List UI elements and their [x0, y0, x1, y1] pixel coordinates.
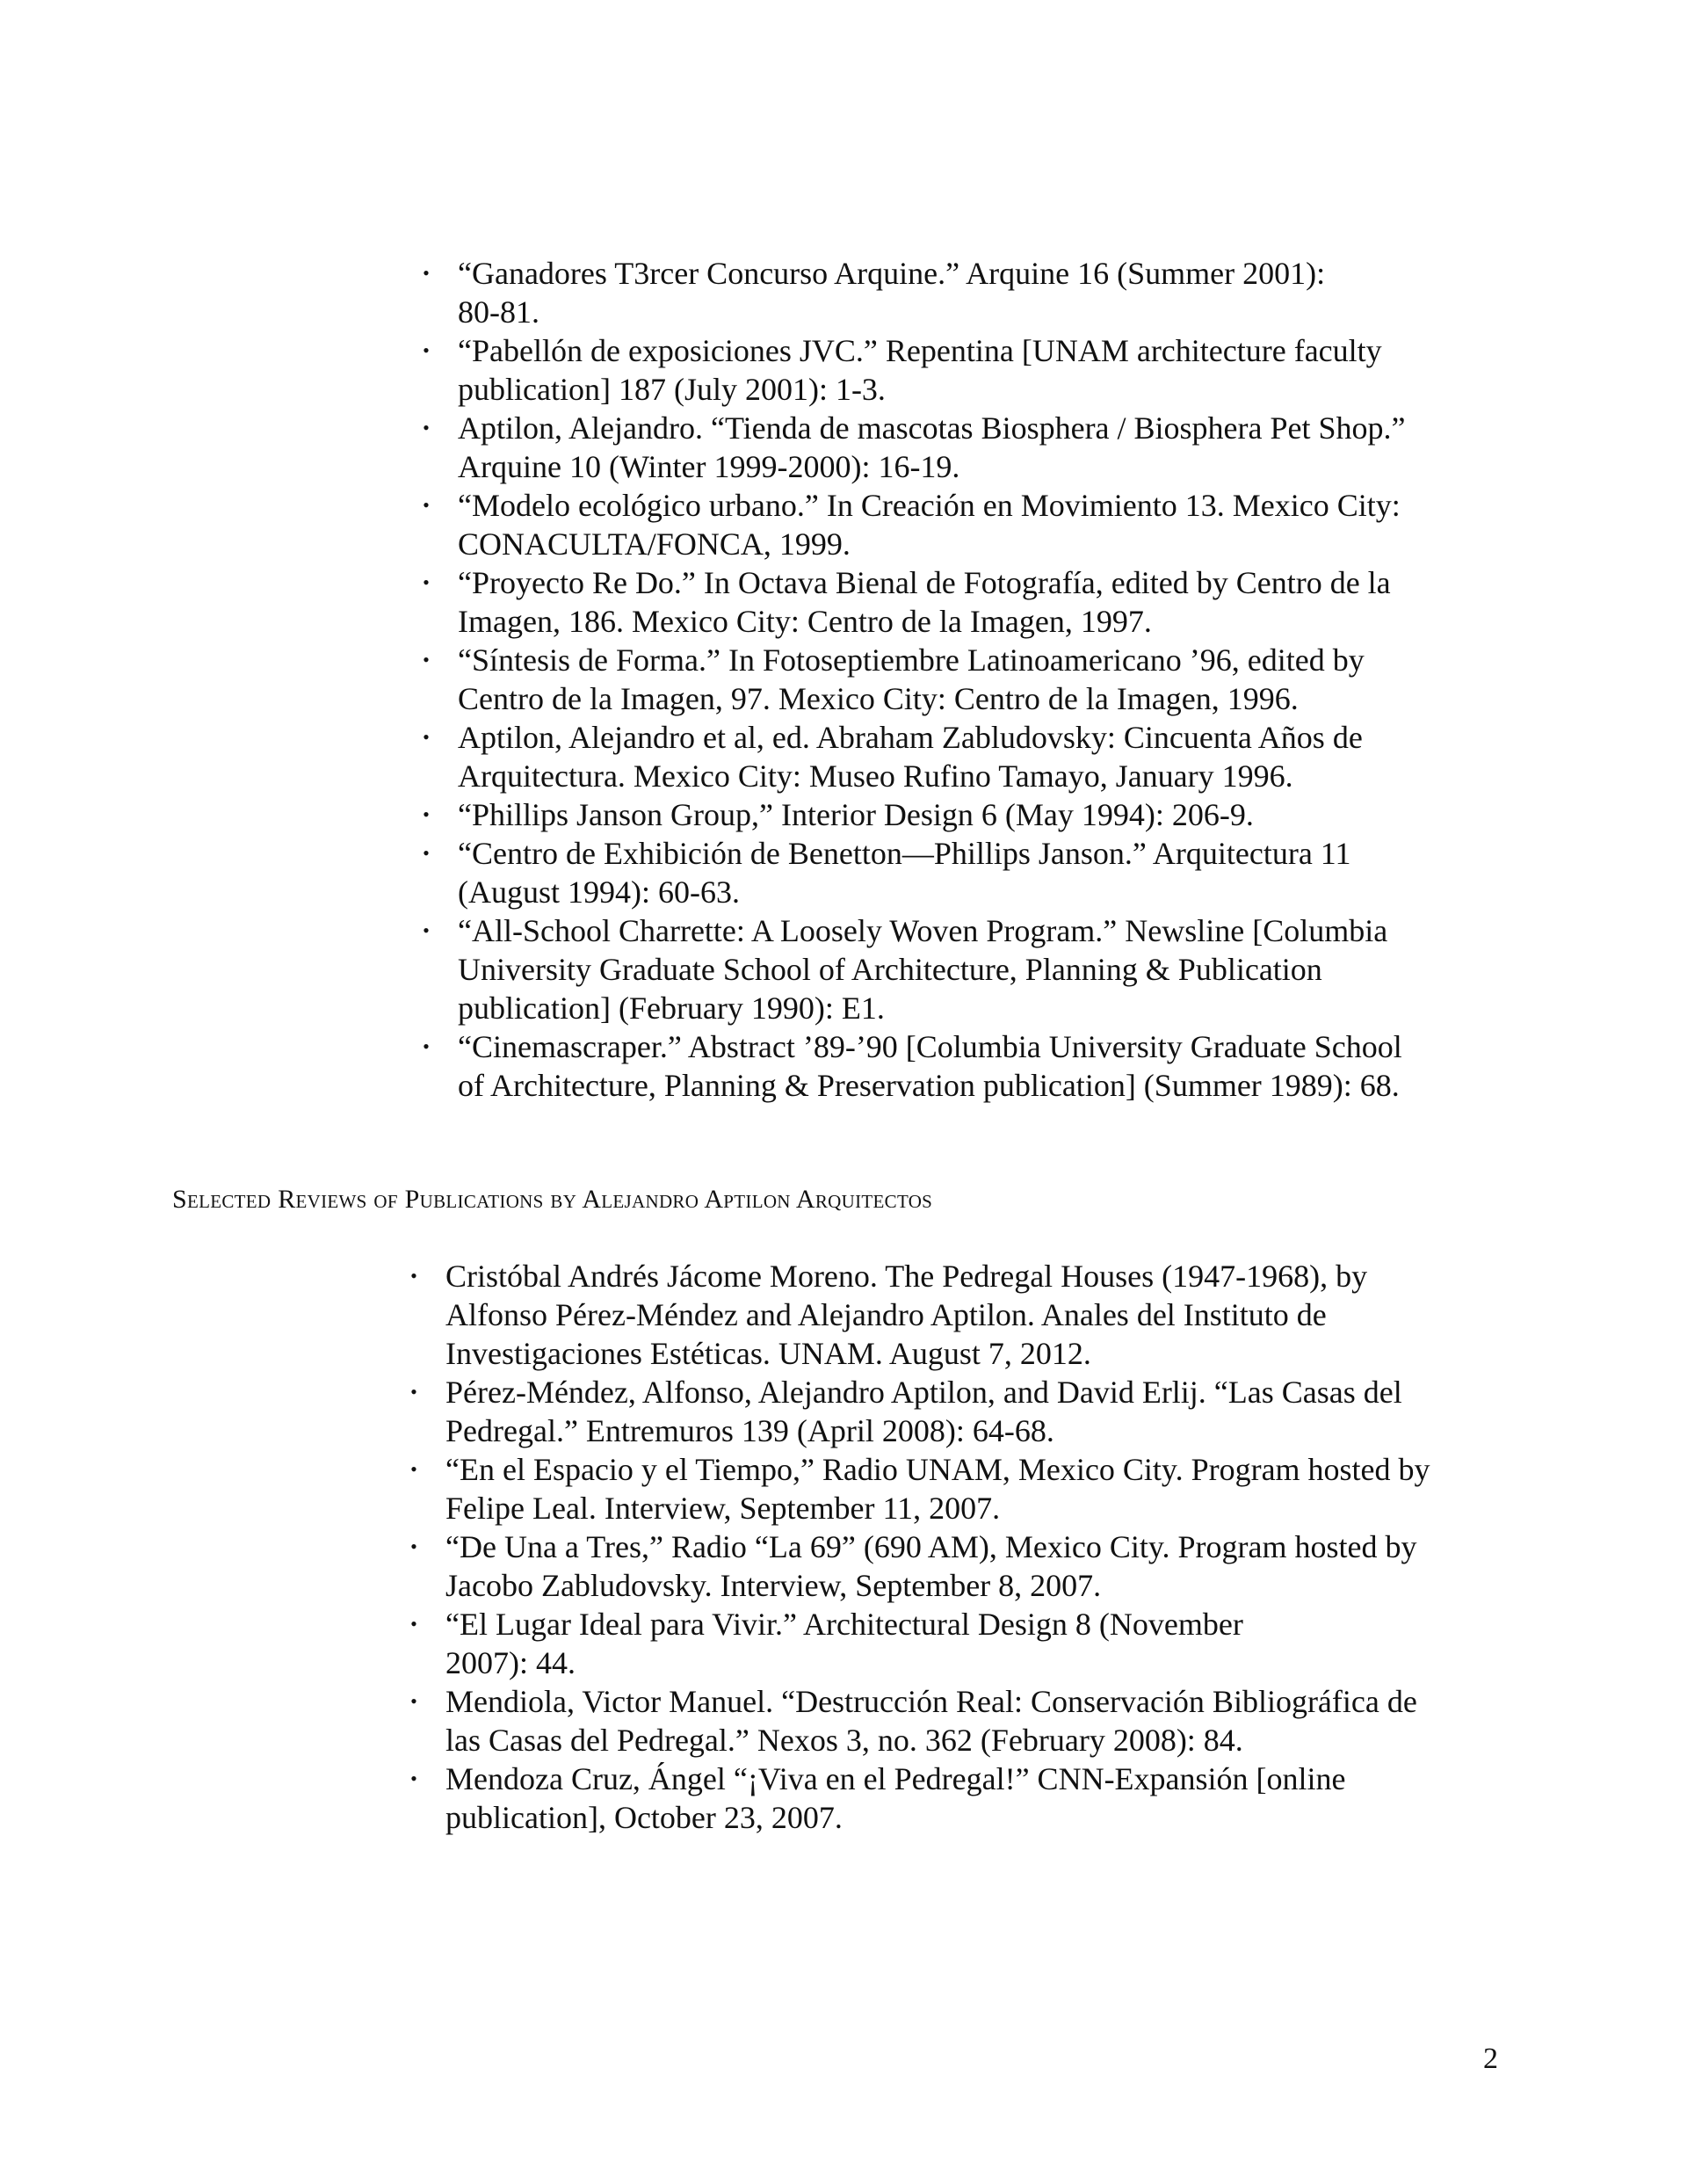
list-item: [423, 486, 1539, 563]
list-item: [410, 1605, 1535, 1682]
entry-line: “Modelo ecológico urbano.” In Creación en Movimiento 13. Mexico City:: [458, 488, 1401, 523]
entry-line: “Ganadores T3rcer Concurso Arquine.” Arquine 16 (Summer 2001):: [458, 256, 1326, 291]
list-item: [423, 834, 1539, 911]
bullet-icon: •: [410, 1265, 417, 1287]
bullet-icon: •: [423, 417, 430, 439]
entry-line: Pedregal.” Entremuros 139 (April 2008): 64-68.: [445, 1413, 1054, 1448]
entry-line: of Architecture, Planning & Preservation publication] (Summer 1989): 68.: [458, 1068, 1400, 1103]
entry-line: 80-81.: [458, 294, 539, 330]
entry-line: (August 1994): 60-63.: [458, 874, 740, 910]
entry-line: Mendiola, Victor Manuel. “Destrucción Real: Conservación Bibliográfica de: [445, 1684, 1417, 1719]
list-item: [423, 641, 1539, 718]
bullet-icon: •: [410, 1613, 417, 1635]
page-number: 2: [1483, 2043, 1498, 2075]
bullet-icon: •: [423, 649, 430, 671]
entry-line: “En el Espacio y el Tiempo,” Radio UNAM, Mexico City. Program hosted by: [445, 1452, 1430, 1487]
entry-line: Arquitectura. Mexico City: Museo Rufino Tamayo, January 1996.: [458, 758, 1293, 794]
entry-line: “El Lugar Ideal para Vivir.” Architectural Design 8 (November: [445, 1607, 1243, 1642]
list-item: [423, 1027, 1539, 1105]
list-item: [410, 1450, 1535, 1527]
bullet-icon: •: [423, 842, 430, 864]
entry-line: Investigaciones Estéticas. UNAM. August 7, 2012.: [445, 1336, 1091, 1371]
bullet-icon: •: [410, 1767, 417, 1789]
section-heading-reviews: Selected Reviews of Publications by Alejandro Aptilon Arquitectos: [172, 1185, 933, 1214]
entry-line: publication] 187 (July 2001): 1-3.: [458, 372, 886, 407]
list-item: [410, 1527, 1535, 1605]
bullet-icon: •: [423, 726, 430, 748]
bullet-icon: •: [423, 571, 430, 593]
entry-line: “Phillips Janson Group,” Interior Design 6 (May 1994): 206-9.: [458, 797, 1254, 832]
entry-line: Aptilon, Alejandro et al, ed. Abraham Zabludovsky: Cincuenta Años de: [458, 720, 1363, 755]
entry-line: Pérez-Méndez, Alfonso, Alejandro Aptilon, and David Erlij. “Las Casas del: [445, 1375, 1402, 1410]
entry-line: Felipe Leal. Interview, September 11, 2007.: [445, 1491, 1001, 1526]
entry-line: publication] (February 1990): E1.: [458, 990, 885, 1026]
entry-line: Alfonso Pérez-Méndez and Alejandro Aptilon. Anales del Instituto de: [445, 1297, 1327, 1332]
entry-line: University Graduate School of Architecture, Planning & Publication: [458, 952, 1322, 987]
entry-line: Cristóbal Andrés Jácome Moreno. The Pedregal Houses (1947-1968), by: [445, 1259, 1368, 1294]
list-item: [410, 1257, 1535, 1373]
list-item: [423, 911, 1539, 1027]
entry-line: “Cinemascraper.” Abstract ’89-’90 [Columbia University Graduate School: [458, 1029, 1402, 1064]
entry-line: las Casas del Pedregal.” Nexos 3, no. 362 (February 2008): 84.: [445, 1723, 1243, 1758]
entry-line: publication], October 23, 2007.: [445, 1800, 843, 1835]
entry-line: “Pabellón de exposiciones JVC.” Repentina [UNAM architecture faculty: [458, 333, 1382, 368]
entry-line: “Centro de Exhibición de Benetton—Phillips Janson.” Arquitectura 11: [458, 836, 1351, 871]
bullet-icon: •: [423, 919, 430, 941]
entry-line: Arquine 10 (Winter 1999-2000): 16-19.: [458, 449, 960, 484]
list-item: [410, 1373, 1535, 1450]
entry-line: “Síntesis de Forma.” In Fotoseptiembre Latinoamericano ’96, edited by: [458, 642, 1365, 678]
bullet-icon: •: [410, 1690, 417, 1712]
bullet-icon: •: [410, 1381, 417, 1403]
list-item: [423, 563, 1539, 641]
entry-line: “Proyecto Re Do.” In Octava Bienal de Fotografía, edited by Centro de la: [458, 565, 1391, 600]
bullet-icon: •: [423, 803, 430, 825]
entry-line: CONACULTA/FONCA, 1999.: [458, 526, 851, 562]
bullet-icon: •: [410, 1458, 417, 1480]
entry-line: “All-School Charrette: A Loosely Woven Program.” Newsline [Columbia: [458, 913, 1388, 948]
entry-line: Jacobo Zabludovsky. Interview, September 8, 2007.: [445, 1568, 1102, 1603]
bullet-icon: •: [423, 262, 430, 284]
reviews-list: [410, 1257, 1535, 1837]
list-item: [410, 1682, 1535, 1760]
bullet-icon: •: [410, 1535, 417, 1557]
list-item: [423, 254, 1539, 331]
entry-line: Imagen, 186. Mexico City: Centro de la Imagen, 1997.: [458, 604, 1152, 639]
list-item: [423, 331, 1539, 409]
entry-line: 2007): 44.: [445, 1645, 576, 1680]
entry-line: “De Una a Tres,” Radio “La 69” (690 AM), Mexico City. Program hosted by: [445, 1529, 1417, 1564]
list-item: [410, 1760, 1535, 1837]
entry-line: Mendoza Cruz, Ángel “¡Viva en el Pedregal!” CNN-Expansión [online: [445, 1761, 1346, 1796]
list-item: [423, 718, 1539, 795]
publications-list: [423, 254, 1539, 1105]
list-item: [423, 409, 1539, 486]
bullet-icon: •: [423, 494, 430, 516]
list-item: [423, 795, 1539, 834]
bullet-icon: •: [423, 1035, 430, 1057]
entry-line: Centro de la Imagen, 97. Mexico City: Centro de la Imagen, 1996.: [458, 681, 1299, 716]
entry-line: Aptilon, Alejandro. “Tienda de mascotas Biosphera / Biosphera Pet Shop.”: [458, 410, 1406, 446]
bullet-icon: •: [423, 339, 430, 361]
